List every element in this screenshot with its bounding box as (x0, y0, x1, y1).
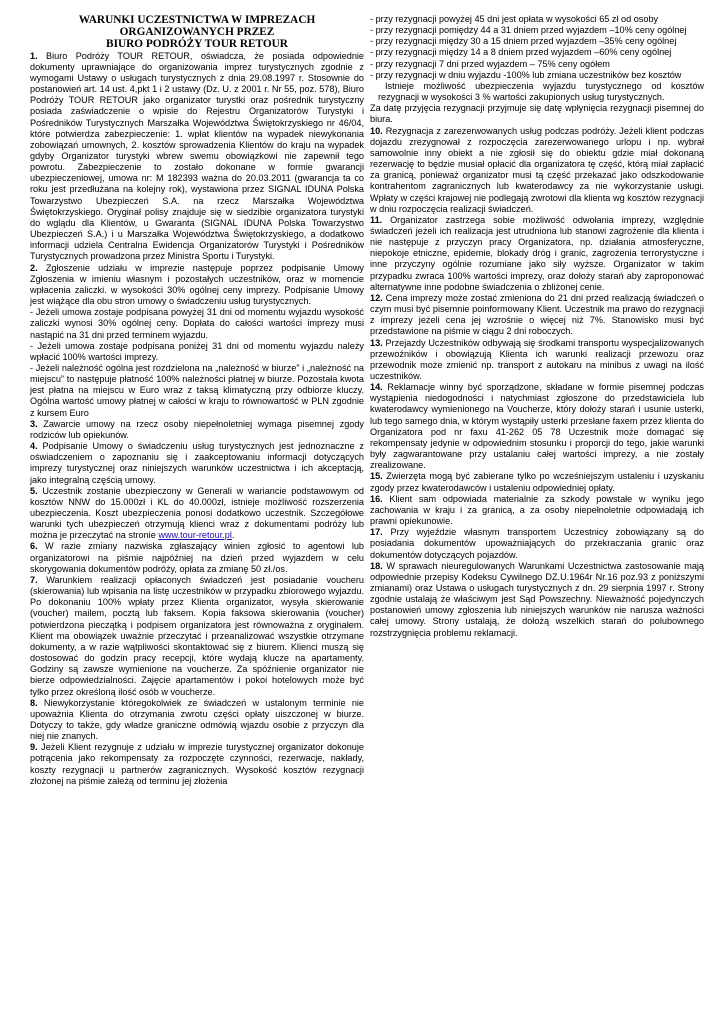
title-line-1: WARUNKI UCZESTNICTWA W IMPREZACH (78, 14, 316, 26)
section-number: 14. (370, 382, 383, 393)
section-number: 13. (370, 337, 383, 348)
website-link[interactable]: www.tour-retour.pl (158, 530, 232, 541)
section-number: 2. (30, 262, 38, 273)
section-12: 12. Cena imprezy może zostać zmieniona do 21 dni przed realizacją świadczeń o czym musi być pisemnie poinformowany Klient. Uczestnik ma prawo do rezygnacji z imprezy jeżeli cena jej wzrośnie o więcej niż 7%. Stanowisko musi być przedstawione na piśmie w ciągu 2 dni roboczych. (370, 292, 704, 337)
document-page (30, 14, 715, 1020)
section-8: 8. Niewykorzystanie któregokolwiek ze świadczeń w ustalonym terminie nie upoważnia Klienta do otrzymania zwrotu części opłaty uiszczonej w biurze. Dotyczy to także, gdy władze graniczne odmówią wjazdu osobie z przyczyn dla niej nie znanych. (30, 697, 364, 742)
section-9-insurance-note: Istnieje możliwość ubezpieczenia wyjazdu turystycznego od kosztów rezygnacji w wysokości 3 % wartości zakupionych usług turystycznych. (378, 80, 704, 103)
section-9-tail: Za datę przyjęcia rezygnacji przyjmuje się datę wpłynięcia rezygnacji pisemnej do biura. (370, 103, 704, 125)
section-14: 14. Reklamacje winny być sporządzone, składane w formie pisemnej podczas wystąpienia niedogodności i natychmiast zgłoszone do przedstawiciela lub kwaterodawcy wymienionego na Voucherze, który dołoży starań i usunie usterki, lub tego samego dnia, w którym wystąpiły usterki przesłane faxem przez klienta do Organizatora pod nr faxu 41-262 05 78 Uczestnik może domagać się rekompensaty jedynie w odpowiednim stosunku i proporcji do tego, jakie warunki były zagwarantowane przy ustalaniu całej wartości imprezy, a nie zostały zrealizowane. (370, 382, 704, 471)
section-number: 10. (370, 125, 383, 136)
right-column (370, 14, 704, 639)
section-13: 13. Przejazdy Uczestników odbywają się środkami transportu wyspecjalizowanych przewoźników i obowiązują Klienta ich warunki realizacji przewozu oraz przewodnik może zmienić np. transport z autokaru na minibus z uwagi na ilość uczestników. (370, 337, 704, 381)
section-9-fee-5: - przy rezygnacji 7 dni przed wyjazdem – 75% ceny ogółem (370, 58, 610, 69)
section-7: 7. Warunkiem realizacji opłaconych świadczeń jest posiadanie voucheru (skierowania) lub wpisania na listę uczestników w przypadku zbiorowego wyjazdu. Po dokonaniu 100% wpłaty przez Klienta organizator, wysyła skierowanie (voucher) mailem, pocztą lub faksem. Kopia faksowa skierowania (voucher) potwierdzona pieczątką i podpisem organizatora jest równoważna z oryginałem. Klient ma obowiązek uważnie przeczytać i przeanalizować wszystkie otrzymane dokumenty, a w razie wątpliwości skontaktować się z biurem. Klienci muszą się dostosować do godzin pracy recepcji, które wydają klucze na apartamenty. Godziny są zawsze wymienione na voucherze. Za spóźnienie organizator nie bierze odpowiedzialności. Zajęcie apartamentów i pokoi hotelowych może być tylko przez określoną ilość osób w voucherze. (30, 574, 364, 697)
section-9-fee-2: - przy rezygnacji pomiędzy 44 a 31 dniem przed wyjazdem –10% ceny ogólnej (370, 25, 687, 36)
section-18: 18. W sprawach nieuregulowanych Warunkami Uczestnictwa zastosowanie mają odpowiednie przepisy Kodeksu Cywilnego DZ.U.1964r Nr.16 poz.93 z poniższymi zmianami) oraz Ustawa o usługach turystycznych z dn. 29 sierpnia 1997 r. Strony zgodnie ustalają że właściwym jest Sąd Powszechny. Nieważność pojedynczych postanowień umowy zgłoszenia lub niniejszych warunków nie narusza ważności całej umowy. Strony ustalają, że dołożą wszelkich starań do polubownego rozstrzygnięcia problemu reklamacji. (370, 560, 704, 638)
section-9-fee-3: - przy rezygnacji między 30 a 15 dniem przed wyjazdem –35% ceny ogólnej (370, 36, 677, 47)
section-4: 4. Podpisanie Umowy o świadczeniu usług turystycznych jest jednoznaczne z oświadczeniem o zapoznaniu się i zaakceptowaniu informacji dotyczących imprezy turystycznej oraz niniejszych warunków uczestnictwa i ich akceptacją, jako integralną częścią umowy. (30, 441, 364, 485)
section-10: 10. Rezygnacja z zarezerwowanych usług podczas podróży. Jeżeli klient podczas dojazdu zrezygnował z rozpoczęcia zarezerwowanego urlopu i np. wybrał samowolnie inny obiekt a nie zgłosił się do obiektu gdzie miał dokonaną rezerwację to będzie musiał opłacić dla organizatora tę część, którą miał zapłacić za granicą, ponieważ organizator musi tą część przekazać jako odszkodowanie kontrahentom zagranicznych lub kwaterodawcy za nie wykorzystanie usługi. Wpłaty w części krajowej nie podlegają zwrotowi dla klienta wg kosztów rezygnacji w dniu rozpoczęcia realizacji świadczeń. (370, 125, 704, 214)
section-1: 1. Biuro Podróży TOUR RETOUR, oświadcza, że posiada odpowiednie dokumenty uprawniające do organizowania imprez turystycznych zgodnie z wymogami Ustawy o usługach turystycznych z dnia 29.08.1997 r. Stosownie do postanowień art. 14 ust. 4,pkt 1 i 2 ustawy (Dz. U. z 2001 r. Nr 55, poz. 578), Biuro Podróży TOUR RETOUR jako organizator turystki oraz pośrednik turystyczny posiada zaświadczenie o wpisie do Rejestru Organizatorów Turystyki i Pośredników Turystycznych Marszałka Województwa Świętokrzyskiego nr 46/04, które potwierdza zabezpieczenie: 1. wpłat klientów na wypadek niewykonania zobowiązań umownych, 2. kosztów sprowadzenia Klientów do kraju na wypadek gdyby Organizator turystyki wbrew swemu obowiązkowi nie zapewnił tego powrotu. Zabezpieczenie to zostało dokonane w formie gwarancji ubezpieczeniowej, umowa nr: M 182393 ważna do 20.03.2011 (gwarancja ta co roku jest przedłużana na kolejny rok), wystawiona przez SIGNAL IDUNA Polska Towarzystwo Ubezpieczeń S.A. na rzecz Marszałka Województwa Świętokrzyskiego. Oryginał polisy znajduje się w siedzibie organizatora turystyki do wglądu dla Klientów, u Gwaranta (SIGNAL IDUNA Polska Towarzystwo Ubezpieczeń S.A.) i u Marszałka Województwa Świętokrzyskiego, a dodatkowo informacji udziela Centralna Ewidencja Organizatorów Turystyki i Pośredników Turystycznych prowadzona przez Ministra Sportu i Turystyki. (30, 50, 364, 262)
section-number: 8. (30, 697, 38, 708)
title-line-3: BIURO PODRÓŻY TOUR RETOUR (106, 38, 288, 51)
section-2-point-3: - Jeżeli należność ogólna jest rozdzielona na „należność w biurze” i „należność na miejscu” to następuje płatność 100% należności płatnej w biurze. Pozostała kwota jest płatna na miejscu w Euro wraz z taksą klimatyczną przy odbiorze kluczy. Ogólna wartość umowy płatnej w całości w kraju to równowartość w PLN zgodnie z kursem Euro (30, 362, 364, 418)
document-title (30, 14, 364, 51)
section-number: 6. (30, 541, 38, 552)
section-15: 15. Zwierzęta mogą być zabierane tylko po wcześniejszym ustaleniu i uzyskaniu zgody przez kwaterodawców i ustaleniu odpowiedniej opłaty. (370, 471, 704, 493)
left-column (30, 14, 364, 787)
section-9-fee-1: - przy rezygnacji powyżej 45 dni jest opłata w wysokości 65 zł od osoby (370, 14, 659, 24)
section-9-fee-4: - przy rezygnacji między 14 a 8 dniem przed wyjazdem –60% ceny ogólnej (370, 47, 672, 58)
section-number: 17. (370, 527, 383, 538)
section-number: 18. (370, 560, 383, 571)
section-5: 5. Uczestnik zostanie ubezpieczony w Generali w wariancie podstawowym od kosztów NNW do 15.000zł i KL do 40.000zł, istnieje możliwość rozszerzenia ubezpieczenia. Koszt ubezpieczenia ponosi dodatkowo uczestnik. Szczegółowe warunki tych ubezpieczeń otrzymują klienci wraz z dokumentami podróży lub można je przeczytać na stronie www.tour-retour.pl. (30, 485, 364, 541)
section-number: 15. (370, 471, 383, 482)
section-11: 11. Organizator zastrzega sobie możliwość odwołania imprezy, względnie świadczeń jeżeli ich realizacja jest utrudniona lub stanowi zagrożenie dla klienta i nie następuje z przyczyn pracy Organizatora, np. działania atmosferyczne, niepokoje etniczne, epidemie, blokady dróg i granic, zagrożenia terrorystyczne i inne przyczyny ogólnie rozumiane jako siły wyższe. Organizator w takim przypadku zwraca 100% wartości imprezy, oraz dołoży starań aby zaproponować alternatywne inne podobne świadczenia o zbliżonej cenie. (370, 214, 704, 292)
section-9: 9. Jeżeli Klient rezygnuje z udziału w imprezie turystycznej organizator dokonuje potrącenia jako rekompensaty za rozpoczęte czynności, rezerwacje, nakłady, koszty rezygnacji u partnerów zagranicznych. Wysokość kosztów rezygnacji złożonej na piśmie zależą od terminu jej złożenia (30, 742, 364, 786)
section-6: 6. W razie zmiany nazwiska zgłaszający winien zgłosić to agentowi lub organizatorowi na piśmie najpóźniej na dzień przed wyjazdem w celu skorygowania dokumentów podróży, opłata za zmianę 50 zł./os. (30, 541, 364, 574)
section-number: 7. (30, 574, 38, 585)
section-number: 4. (30, 441, 38, 452)
section-2-point-2: - Jeżeli umowa zostaje podpisana poniżej 31 dni od momentu wyjazdu należy wpłacić 100% wartości imprezy. (30, 340, 364, 362)
section-number: 5. (30, 485, 38, 496)
section-number: 11. (370, 214, 383, 225)
title-line-2: ORGANIZOWANYCH PRZEZ (119, 26, 275, 39)
section-16: 16. Klient sam odpowiada materialnie za szkody powstałe w wyniku jego zachowania w kraju i za granicą, a za osoby niepełnoletnie odpowiadają ich prawni opiekunowie. (370, 493, 704, 527)
section-9-fee-6: - przy rezygnacji w dniu wyjazdu -100% lub zmiana uczestników bez kosztów (370, 69, 682, 80)
section-number: 3. (30, 418, 38, 429)
section-number: 9. (30, 742, 38, 753)
section-number: 12. (370, 292, 383, 303)
section-number: 1. (30, 50, 38, 61)
section-number: 16. (370, 493, 383, 504)
section-3: 3. Zawarcie umowy na rzecz osoby niepełnoletniej wymaga pisemnej zgody rodziców lub opiekunów. (30, 418, 364, 440)
section-2: 2. Zgłoszenie udziału w imprezie następuje poprzez podpisanie Umowy Zgłoszenia w imieniu własnym i pozostałych uczestników, oraz w momencie wpłacenia zaliczki. w wysokości 30% ogólnej ceny imprezy. Podpisanie Umowy jest wiążące dla obu stron umowy o świadczeniu usług turystycznych. (30, 262, 364, 307)
section-17: 17. Przy wyjeździe własnym transportem Uczestnicy zobowiązany są do posiadania dokumentów upoważniających do przekraczania granic oraz dokumentów dotyczących pojazdów. (370, 527, 704, 560)
section-2-point-1: - Jeżeli umowa zostaje podpisana powyżej 31 dni od momentu wyjazdu wysokość zaliczki wynosi 30% ogólnej ceny. Dopłata do całości wartości imprezy musi nastąpić na 31 dni przed terminem wyjazdu. (30, 307, 364, 340)
